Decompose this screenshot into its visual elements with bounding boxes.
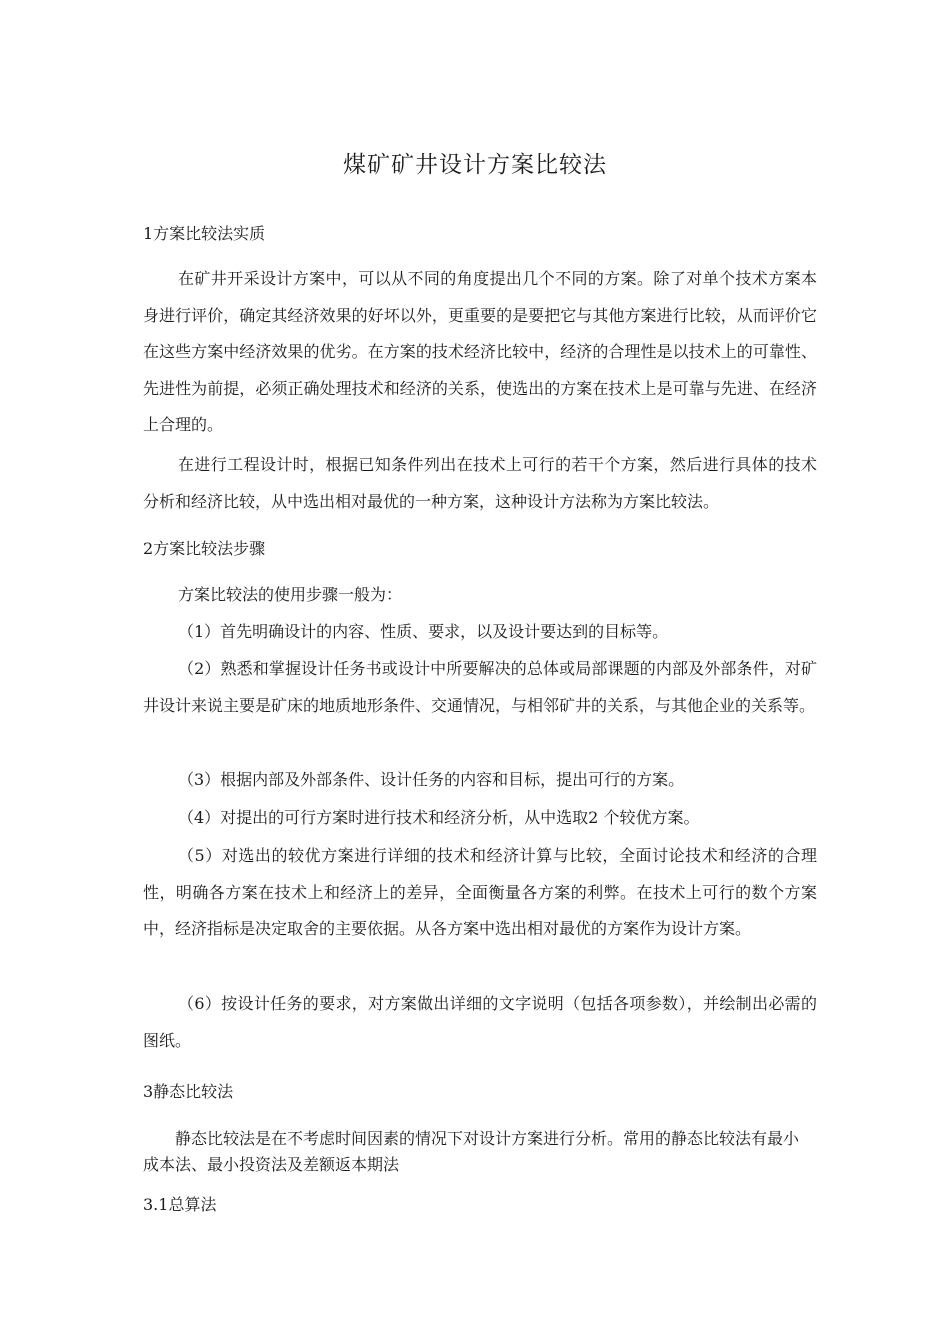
section-heading-3: 3静态比较法 [143,1082,234,1101]
section-3-paragraph-1: 静态比较法是在不考虑时间因素的情况下对设计方案进行分析。常用的静态比较法有最小成本法、最小投资法及差额返本期法 [143,1129,800,1174]
section-heading-2: 2方案比较法步骤 [143,539,266,558]
page-title: 煤矿矿井设计方案比较法 [343,152,607,178]
step-3: （3）根据内部及外部条件、设计任务的内容和目标，提出可行的方案。 [178,770,685,789]
step-4: （4）对提出的可行方案时进行技术和经济分析，从中选取2 个较优方案。 [178,808,700,827]
section-1-paragraph-2: 在进行工程设计时，根据已知条件列出在技术上可行的若干个方案，然后进行具体的技术分析和经济比较，从中选出相对最优的一种方案，这种设计方法称为方案比较法。 [143,455,817,511]
section-heading-1: 1方案比较法实质 [143,224,266,243]
section-1-paragraph-1: 在矿井开采设计方案中，可以从不同的角度提出几个不同的方案。除了对单个技术方案本身进行评价，确定其经济效果的好坏以外，更重要的是要把它与其他方案进行比较，从而评价它在这些方案中经济效果的优劣。在方案的技术经济比较中，经济的合理性是以技术上的可靠性、先进性为前提，必须正确处理技术和经济的关系，使选出的方案在技术上是可靠与先进、在经济上合理的。 [143,269,817,434]
section-heading-3-1: 3.1总算法 [143,1195,217,1214]
step-2: （2）熟悉和掌握设计任务书或设计中所要解决的总体或局部课题的内部及外部条件，对矿井设计来说主要是矿床的地质地形条件、交通情况，与相邻矿井的关系，与其他企业的关系等。 [143,659,817,715]
section-2-paragraph-1: 方案比较法的使用步骤一般为： [178,585,403,604]
step-6: （6）按设计任务的要求，对方案做出详细的文字说明（包括各项参数），并绘制出必需的图纸。 [143,994,817,1050]
step-1: （1）首先明确设计的内容、性质、要求，以及设计要达到的目标等。 [178,622,669,641]
step-5: （5）对选出的较优方案进行详细的技术和经济计算与比较，全面讨论技术和经济的合理性，明确各方案在技术上和经济上的差异，全面衡量各方案的利弊。在技术上可行的数个方案中，经济指标是决定取舍的主要依据。从各方案中选出相对最优的方案作为设计方案。 [143,846,817,938]
